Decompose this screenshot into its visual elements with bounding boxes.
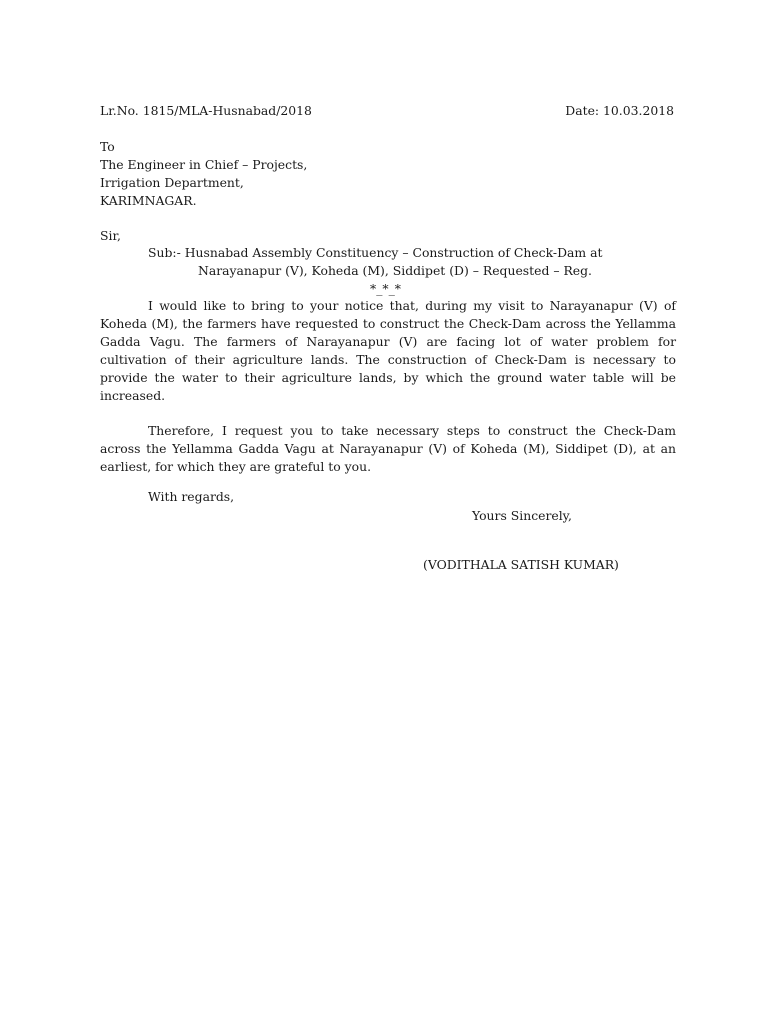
recipient-address: [100, 138, 307, 210]
body-paragraph-2: [100, 422, 676, 476]
body-paragraph-2-text: Therefore, I request you to take necessary steps to construct the Check-Dam across the Yellamma Gadda Vagu at Narayanapur (V) of Koheda (M), Siddipet (D), at an earliest, for which they are grateful to you.: [100, 423, 676, 474]
section-separator: *_*_*: [370, 281, 401, 296]
address-line-1: The Engineer in Chief – Projects,: [100, 157, 308, 172]
salutation: Sir,: [100, 228, 121, 243]
body-paragraph-1: [100, 297, 676, 405]
subject-line-1: Sub:- Husnabad Assembly Constituency – Construction of Check-Dam at: [148, 245, 603, 260]
subject-line-2: Narayanapur (V), Koheda (M), Siddipet (D) – Requested – Reg.: [198, 263, 592, 278]
address-to: To: [100, 139, 115, 154]
address-line-3: KARIMNAGAR.: [100, 193, 197, 208]
letter-date: Date: 10.03.2018: [565, 103, 674, 118]
address-line-2: Irrigation Department,: [100, 175, 244, 190]
signatory-name: (VODITHALA SATISH KUMAR): [423, 557, 619, 572]
closing-line: Yours Sincerely,: [472, 508, 572, 523]
body-paragraph-1-text: I would like to bring to your notice that, during my visit to Narayanapur (V) of Koheda (M), the farmers have requested to construct the Check-Dam across the Yellamma Gadda Vagu. The farmers of Narayanapur (V) are facing lot of water problem for cultivation of their agriculture lands. The construction of Check-Dam is necessary to provide the water to their agriculture lands, by which the ground water table will be increased.: [100, 298, 676, 403]
letter-reference-number: Lr.No. 1815/MLA-Husnabad/2018: [100, 103, 312, 118]
subject-block: [148, 244, 602, 280]
regards-line: With regards,: [148, 489, 235, 504]
